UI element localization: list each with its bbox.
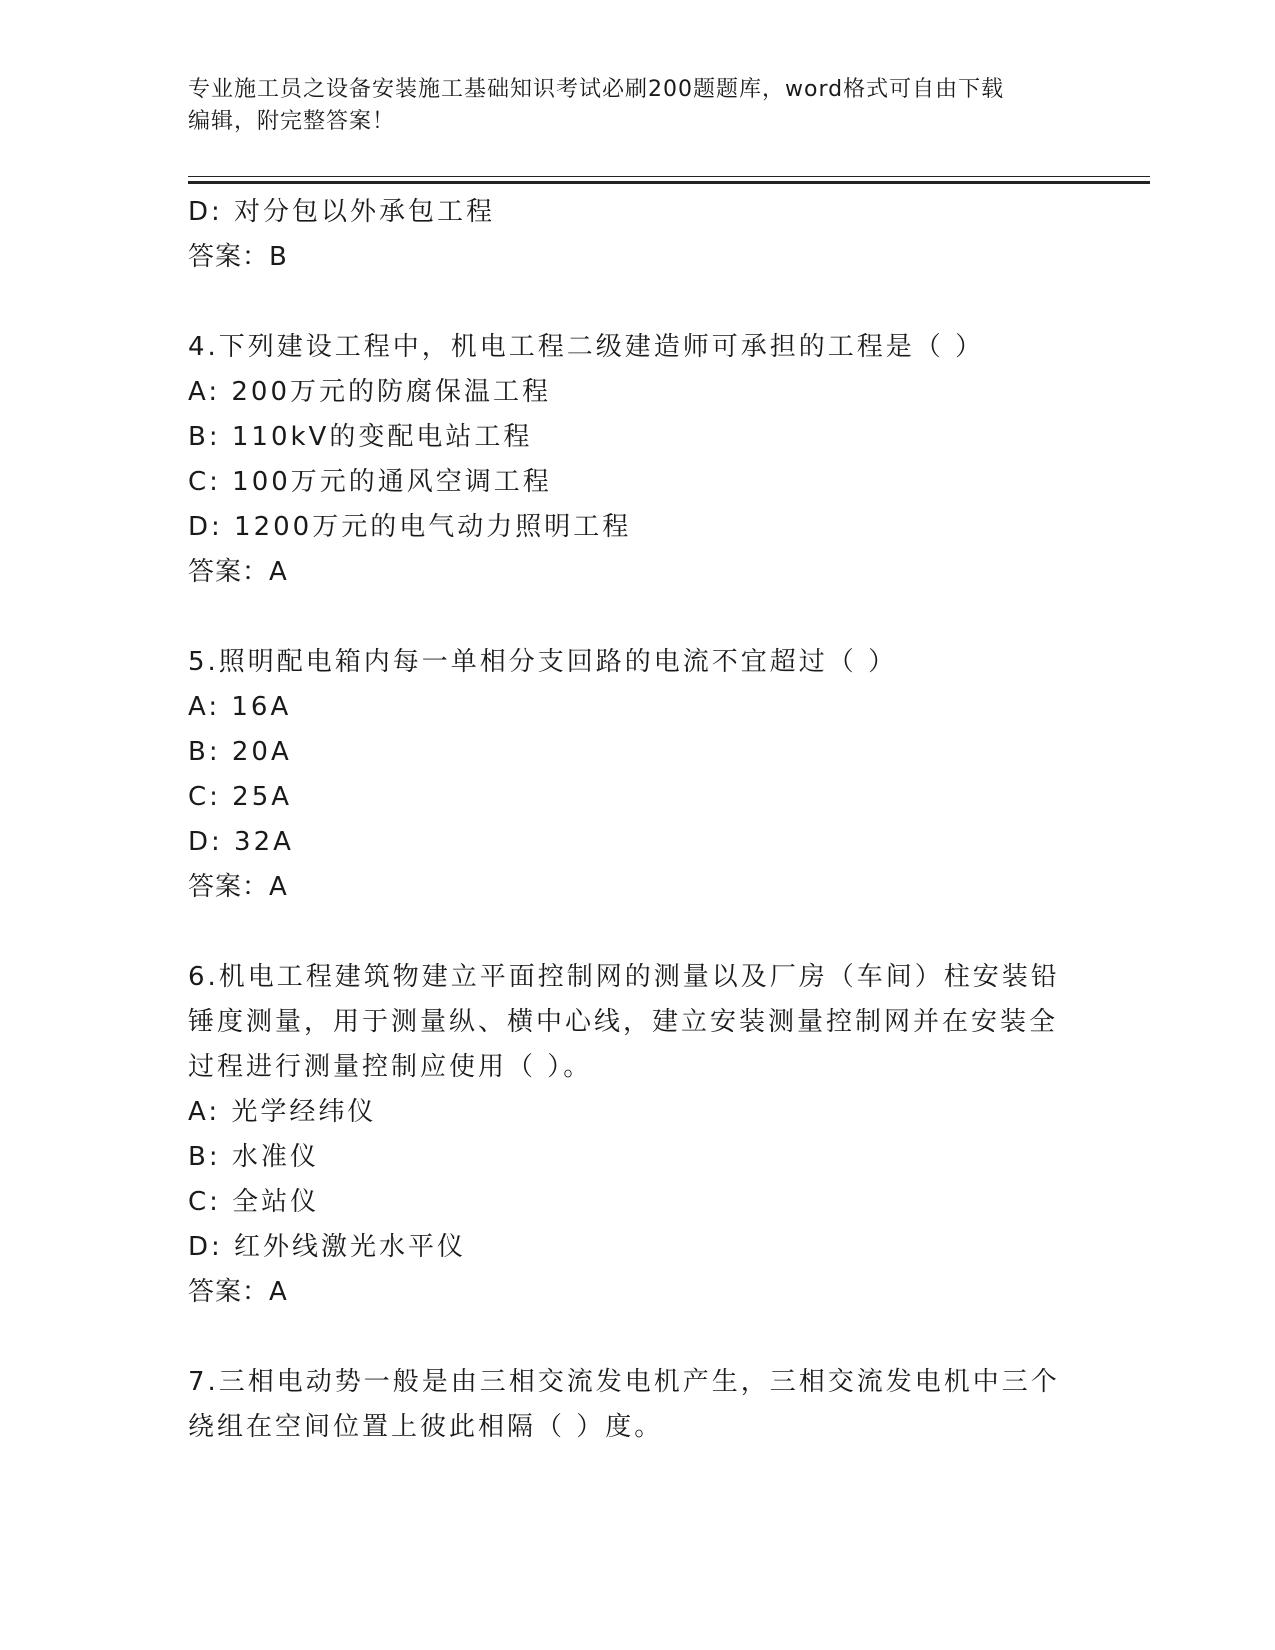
- question-text-line-1: 6.机电工程建筑物建立平面控制网的测量以及厂房（车间）柱安装铅: [188, 962, 1060, 992]
- question-text: 4.下列建设工程中，机电工程二级建造师可承担的工程是（ ）: [188, 332, 985, 362]
- header-divider-thick: [188, 181, 1150, 184]
- answer-line: 答案：A: [188, 1277, 288, 1307]
- answer-line: 答案：A: [188, 872, 288, 902]
- option-b: B: 110kV的变配电站工程: [188, 422, 533, 452]
- option-c: C: 全站仪: [188, 1187, 320, 1217]
- header-divider-thin: [188, 176, 1150, 177]
- question-text: 5.照明配电箱内每一单相分支回路的电流不宜超过（ ）: [188, 647, 898, 677]
- question-block-7: [188, 1360, 1088, 1450]
- answer-line: 答案：B: [188, 242, 288, 272]
- question-block-4: [188, 325, 1088, 595]
- option-d: D: 1200万元的电气动力照明工程: [188, 512, 632, 542]
- option-d: D: 32A: [188, 827, 294, 857]
- option-b: B: 20A: [188, 737, 292, 767]
- option-a: A: 光学经纬仪: [188, 1097, 377, 1127]
- question-text-line-2: 锤度测量，用于测量纵、横中心线，建立安装测量控制网并在安装全: [188, 1007, 1059, 1037]
- question-block-6: [188, 955, 1088, 1315]
- document-header: [188, 74, 1088, 138]
- option-a: A: 200万元的防腐保温工程: [188, 377, 551, 407]
- question-text-line-2: 绕组在空间位置上彼此相隔（ ）度。: [188, 1412, 664, 1442]
- answer-line: 答案：A: [188, 557, 288, 587]
- question-text-line-1: 7.三相电动势一般是由三相交流发电机产生，三相交流发电机中三个: [188, 1367, 1060, 1397]
- option-c: C: 25A: [188, 782, 293, 812]
- option-d: D: 红外线激光水平仪: [188, 1232, 467, 1262]
- question-text-line-3: 过程进行测量控制应使用（ ）。: [188, 1052, 593, 1082]
- option-b: B: 水准仪: [188, 1142, 319, 1172]
- option-c: C: 100万元的通风空调工程: [188, 467, 552, 497]
- question-list: [188, 190, 1088, 1450]
- header-line-2: 编辑，附完整答案！: [188, 109, 396, 134]
- header-line-1: 专业施工员之设备安装施工基础知识考试必刷200题题库，word格式可自由下载: [188, 77, 1005, 102]
- option-a: A: 16A: [188, 692, 292, 722]
- option-d: D: 对分包以外承包工程: [188, 197, 496, 227]
- question-block-5: [188, 640, 1088, 910]
